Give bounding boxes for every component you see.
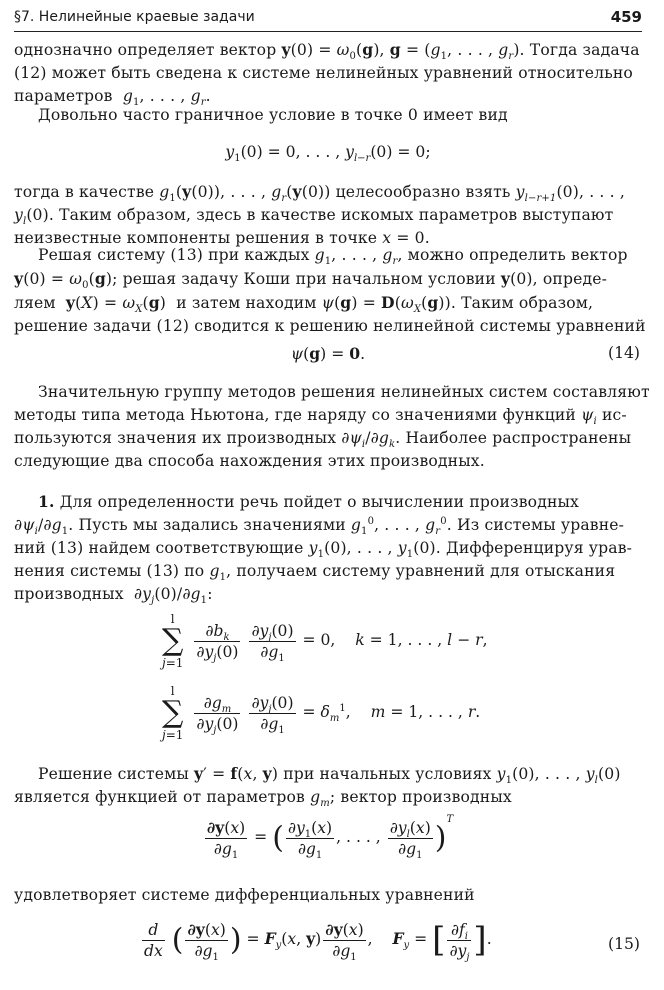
text-span: Наиболее распространены [405, 429, 632, 447]
paragraph-5: Значительную группу методов решения нелинейных систем составляют методы типа метода Ньютона, где наряду со значениями функций $\psi_i$ ис- пользуются значения их производных $\partial\psi_i/\partial g_k$. Наиболее распространены следующие два способа нахождения этих производных. [14, 381, 642, 473]
text-span: нения системы (13) по [14, 562, 205, 580]
text-span: неизвестные компоненты решения в точке [14, 229, 378, 247]
equation-14: ψ(g) = 0. [290, 344, 366, 363]
running-head [14, 6, 642, 28]
text-line: решение задачи (12) сводится к решению нелинейной системы уравнений [14, 317, 646, 335]
text-span: методы типа метода Ньютона, где наряду со значениями функций [14, 406, 576, 424]
paragraph-3: тогда в качестве $g_1(y(0))$, . . . , $g_r(y(0))$ целесообразно взять $y_{l-r+1}(0)$, . . . , $y_l(0)$. Таким образом, здесь в качестве искомых параметров выступают неизвестные компоненты решения в точке x = 0. [14, 182, 625, 247]
equation-boundary: $y_1(0) = 0$, . . . , $y_{l-r}(0) = 0$; [225, 143, 431, 165]
item-1: 1. Для определенности речь пойдет о вычислении производных $\partial\psi_i/\partial g_1$. Пусть мы задались значениями $g_1^0$, . . . , $g_r^0$. Из системы уравне- ний (13) найдем соответствующие $y_1(0)$, . . . , $y_1(0)$. Дифференцируя урав- нения системы (13) по $g_1$, получаем систему уравнений для отыскания производных $\partial y_j(0)/\partial g_1$: [14, 492, 633, 607]
text-span: Для определенности речь пойдет о вычислении производных [59, 493, 579, 511]
text-span: получаем систему уравнений для отыскания [236, 562, 616, 580]
text-span: решая задачу Коши при начальном условии [122, 270, 496, 288]
equation-system-row-2: l ∑ j=1 $\frac{\partial g_m}{\partial y_j(0)}$ $\frac{\partial y_j(0)}{\partial g_1}$ = $\delta_m^1$, m = 1, . . . , r. [162, 684, 481, 742]
equation-system-row-1: l ∑ j=1 $\frac{\partial b_k}{\partial y_j(0)}$ $\frac{\partial y_j(0)}{\partial g_1}$ = 0, k = 1, . . . , l − r, [162, 612, 488, 670]
equation-15: $\frac{d}{dx}$ ( $\frac{\partial y(x)}{\partial g_1}$ ) = $F_y(x$, y) $\frac{\partial y(x)}{\partial g_1}$ , $F_y$ = [ $\frac{\partial f_i}{\partial y_j}$ ]. [144, 920, 492, 964]
equation-number-15: (15) [608, 935, 641, 953]
text-span: является функцией от параметров [14, 788, 305, 806]
header-rule [14, 31, 642, 32]
text-span: Довольно часто граничное условие в точке 0 имеет вид [38, 106, 508, 124]
equation-number-14: (14) [608, 344, 641, 362]
text-span: Тогда задача [529, 41, 640, 59]
section-title: §7. Нелинейные краевые задачи [14, 9, 255, 25]
text-span: при начальных условиях [283, 765, 492, 783]
text-span: тогда в качестве [14, 183, 155, 201]
text-span: производных [14, 585, 124, 603]
text-span: Пусть мы задались значениями [78, 516, 346, 534]
text-span: Из системы уравне- [456, 516, 625, 534]
paragraph-2 [14, 104, 642, 127]
paragraph-1: однозначно определяет вектор $y(0) = \omega_0(g)$, $g = (g_1$, . . . , $g_r$). Тогда задача (12) может быть сведена к системе нелинейных уравнений относительно параметров $g_1$, . . . , $g_r$. [14, 38, 642, 108]
text-line: (12) может быть сведена к системе нелинейных уравнений относительно [14, 64, 633, 82]
page-number: 459 [610, 8, 642, 26]
text-span: Таким образом, здесь в качестве искомых параметров выступают [59, 206, 614, 224]
paragraph-4: Решая систему (13) при каждых $g_1$, . . . , $g_r$, можно определить вектор $y(0) = \omega_0(g)$; решая задачу Коши при начальном условии y(0), опреде- ляем $y(X) = \omega_X(g)$ и затем находим $\psi(g) = D(\omega_X(g))$. Таким образом, решение задачи (12) сводится к решению нелинейной системы уравнений [14, 244, 642, 338]
text-span: Таким образом, [461, 294, 594, 312]
text-span: параметров [14, 87, 113, 105]
text-span: однозначно определяет вектор [14, 41, 277, 59]
text-span: Дифференцируя урав- [446, 539, 633, 557]
text-line: Значительную группу методов решения нелинейных систем составляют [38, 383, 650, 401]
item-label: 1. [38, 492, 55, 511]
paragraph-7 [14, 884, 642, 907]
text-span: Решение системы [38, 765, 189, 783]
text-span: удовлетворяет системе дифференциальных уравнений [14, 886, 475, 904]
text-span: пользуются значения их производных [14, 429, 337, 447]
text-line: следующие два способа нахождения этих производных. [14, 452, 485, 470]
text-span: Решая систему (13) при каждых [38, 246, 310, 264]
text-span: ний (13) найдем соответствующие [14, 539, 304, 557]
text-span: целесообразно взять [335, 183, 511, 201]
text-span: можно определить вектор [407, 246, 628, 264]
text-span: ис- [601, 406, 627, 424]
text-span: опреде- [542, 270, 608, 288]
text-span: и затем находим [176, 294, 317, 312]
text-span: вектор производных [340, 788, 512, 806]
equation-derivative-vector: $\frac{\partial y(x)}{\partial g_1}$ = ( $\frac{\partial y_1(x)}{\partial g_1}$ , . . . , $\frac{\partial y_l(x)}{\partial g_1}$ )$^T$ [206, 813, 454, 862]
text-span: ляем [14, 294, 56, 312]
paragraph-6: Решение системы y′ = f(x, y) при начальных условиях $y_1(0)$, . . . , $y_l(0)$ является функцией от параметров $g_m$; вектор производных [14, 764, 621, 810]
